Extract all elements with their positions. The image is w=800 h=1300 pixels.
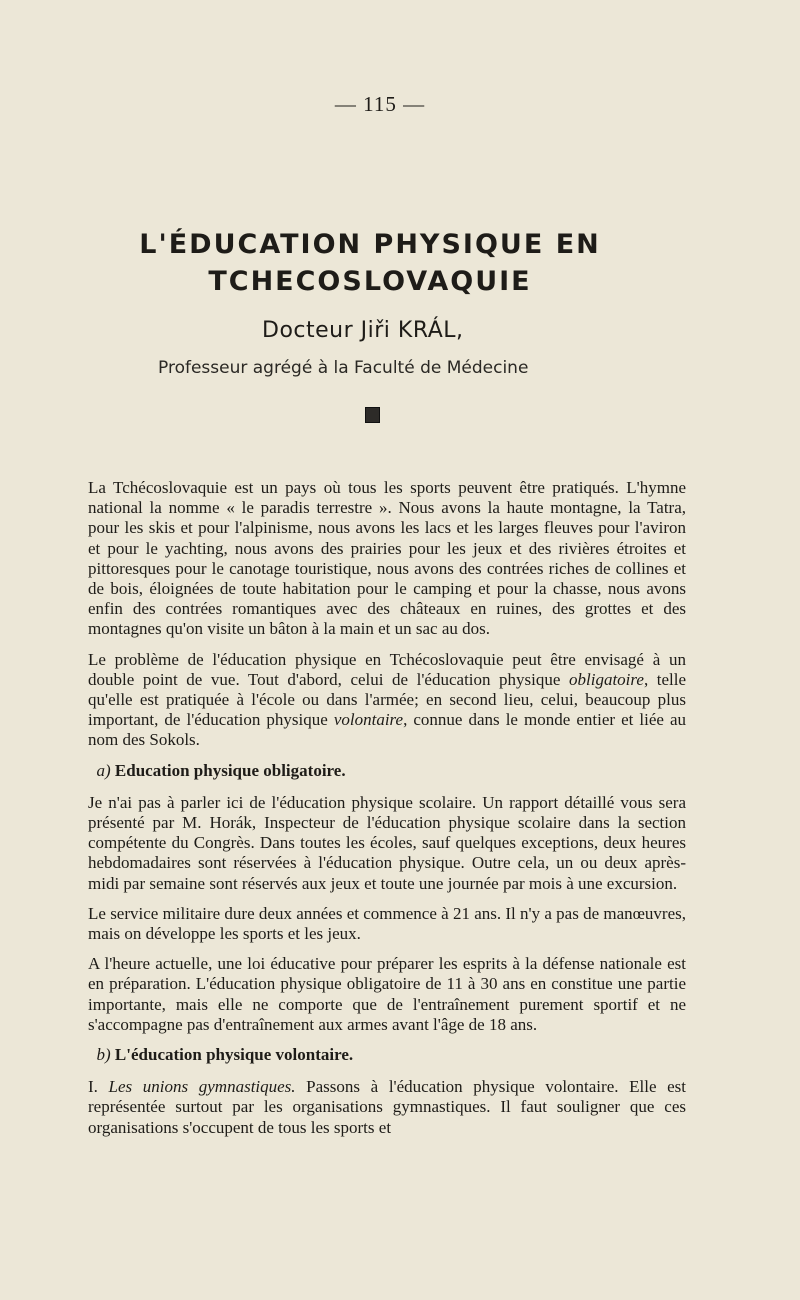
paragraph-6-numeral: I.: [88, 1077, 109, 1097]
paragraph-5-text: A l'heure actuelle, une loi éducative pour préparer les esprits à la défense nationale est en préparation. L'éducation physique obligatoire de 11 à 30 ans en constitue une partie importante, mais elle ne comporte que de l'entraînement purement sportif et ne s'accompagne pas d'entraînement aux armes avant l'âge de 18 ans.: [88, 954, 686, 1034]
paragraph-2-text-b: , telle qu'elle est pratiquée à l'école ou dans l'armée; en second lieu, celui, beaucoup plus important, de l'éducation physique: [88, 669, 686, 730]
article-title: [120, 226, 620, 300]
paragraph-6-text: Passons à l'éducation physique volontaire. Elle est représentée surtout par les organisations gymnastiques. Il faut souligner que ces organisations s'occupent de tous les sports et: [88, 1077, 686, 1137]
section-heading-a: [88, 761, 686, 781]
article-body: [88, 478, 686, 1148]
paragraph-4-text: Le service militaire dure deux années et commence à 21 ans. Il n'y a pas de manœuvres, mais on développe les sports et les jeux.: [88, 903, 686, 944]
section-b-letter: b): [96, 1045, 111, 1065]
paragraph-6-italic: Les unions gymnastiques.: [108, 1077, 296, 1097]
author-affiliation: Professeur agrégé à la Faculté de Médecine: [158, 358, 529, 378]
title-line-2: TCHECOSLOVAQUIE: [208, 266, 532, 297]
paragraph-6: [88, 1077, 686, 1138]
paragraph-2-text-a: Le problème de l'éducation physique en Tchécoslovaquie peut être envisagé à un double point de vue. Tout d'abord, celui de l'éducation physique: [88, 649, 686, 689]
paragraph-5: [88, 954, 686, 1035]
title-line-1: L'ÉDUCATION PHYSIQUE EN: [139, 229, 601, 260]
paragraph-2-italic-2: volontaire: [333, 710, 404, 730]
paragraph-1: [88, 478, 686, 640]
paragraph-2: [88, 650, 686, 751]
paragraph-3: [88, 793, 686, 894]
author-name: Docteur Jiři KRÁL,: [262, 318, 464, 343]
section-a-letter: a): [96, 760, 111, 780]
ornament-square-icon: [365, 407, 380, 423]
section-heading-b: [88, 1045, 686, 1065]
paragraph-3-text: Je n'ai pas à parler ici de l'éducation physique scolaire. Un rapport détaillé vous sera présenté par M. Horák, Inspecteur de l'éducation physique scolaire dans la section compétente du Congrès. Dans toutes les écoles, sauf quelques exceptions, deux heures hebdomadaires sont réservées à l'éducation physique. Outre cela, un ou deux après-midi par semaine sont réservés aux jeux et toute une journée par mois à une excursion.: [88, 792, 686, 893]
paragraph-1-text: La Tchécoslovaquie est un pays où tous les sports peuvent être pratiqués. L'hymne national la nomme « le paradis terrestre ». Nous avons la haute montagne, la Tatra, pour les skis et pour l'alpinisme, nous avons les lacs et les larges fleuves pour l'aviron et pour le yachting, nous avons des prairies pour les jeux et des rivières étroites et pittoresques pour le canotage touristique, nous avons des contrées riches de collines et de bois, éloignées de toute habitation pour le camping et pour la chasse, nous avons enfin des contrées romantiques avec des châteaux en ruines, des grottes et des montagnes qu'on visite un bâton à la main et un sac au dos.: [88, 478, 686, 639]
paragraph-4: [88, 904, 686, 944]
paragraph-2-text-c: , connue dans le monde entier et liée au nom des Sokols.: [88, 710, 686, 750]
paragraph-2-italic-1: obligatoire: [569, 669, 644, 689]
section-a-title: Education physique obligatoire.: [114, 760, 346, 780]
page-number: — 115 —: [334, 92, 426, 116]
section-b-title: L'éducation physique volontaire.: [114, 1045, 354, 1065]
